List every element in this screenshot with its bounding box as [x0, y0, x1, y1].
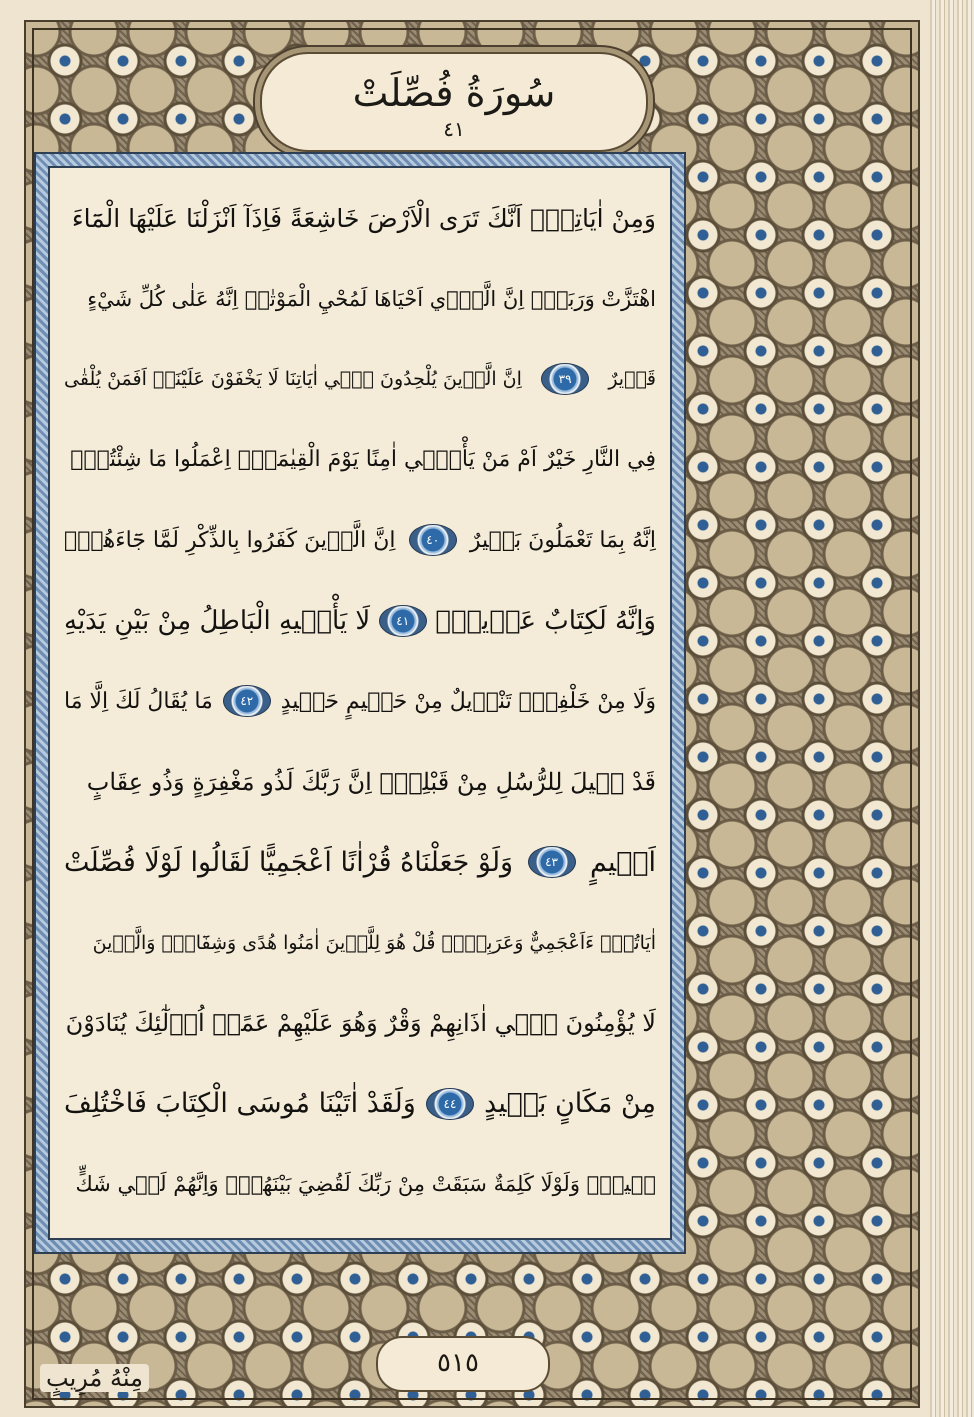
verse-text: اهْتَزَّتْ وَرَبَتْۜ اِنَّ الَّذ۪ٓي اَحْيَاهَا لَمُحْيِ الْمَوْتٰىۜ اِنَّهُ عَلٰى كُلِّ شَيْءٍ — [87, 286, 656, 311]
verse-text: مَا يُقَالُ لَكَ اِلَّا مَا — [64, 688, 213, 714]
text-panel-border — [34, 152, 686, 1254]
verse-text: قَد۪يرٌ — [608, 368, 656, 391]
verse-line — [64, 661, 656, 742]
verse-text: وَمِنْ اٰيَاتِهٖٓ اَنَّكَ تَرَى الْاَرْضَ خَاشِعَةً فَاِذَآ اَنْزَلْنَا عَلَيْهَا الْمَٓاءَ — [71, 203, 656, 233]
verse-text: قَدْ ق۪يلَ لِلرُّسُلِ مِنْ قَبْلِكَۜ اِنَّ رَبَّكَ لَذُو مَغْفِرَةٍ وَذُو عِقَابٍ — [86, 767, 656, 796]
verse-text: لَا يَأْت۪يهِ الْبَاطِلُ مِنْ بَيْنِ يَدَيْهِ — [64, 605, 371, 636]
verse-text: وَلَوْ جَعَلْنَاهُ قُرْاٰنًا اَعْجَمِيًّا لَقَالُوا لَوْلَا فُصِّلَتْ — [64, 846, 514, 878]
ayah-marker: ٤٠ — [409, 524, 457, 556]
verse-text: لَا يُؤْمِنُونَ ف۪ٓي اٰذَانِهِمْ وَقْرٌ وَهُوَ عَلَيْهِمْ عَمًىۜ اُو۬لٰٓئِكَ يُنَادَوْنَ — [65, 1009, 656, 1038]
verse-text: اِنَّ الَّذ۪ينَ كَفَرُوا بِالذِّكْرِ لَمَّا جَٓاءَهُمْۚ — [64, 527, 396, 553]
verse-text: اِنَّ الَّذ۪ينَ يُلْحِدُونَ ف۪ٓي اٰيَاتِنَا لَا يَخْفَوْنَ عَلَيْنَاۜ اَفَمَنْ يُلْقٰى — [64, 368, 522, 391]
ayah-marker: ٣٩ — [541, 363, 589, 395]
ayah-marker: ٤٣ — [528, 846, 576, 878]
verse-line — [64, 822, 656, 903]
verse-line — [64, 259, 656, 340]
verse-line — [64, 581, 656, 662]
verse-line — [64, 1144, 656, 1225]
verse-text: اِنَّهُ بِمَا تَعْمَلُونَ بَص۪يرٌ — [469, 527, 656, 553]
verse-text: وَلَا مِنْ خَلْفِه۪ۜ تَنْز۪يلٌ مِنْ حَك۪يمٍ حَم۪يدٍ — [280, 688, 656, 714]
page-edges — [930, 0, 974, 1417]
catchword: مِنْهُ مُرِيبٍ — [40, 1364, 149, 1392]
ayah-marker: ٤٢ — [223, 685, 271, 717]
verse-text: وَلَقَدْ اٰتَيْنَا مُوسَى الْكِتَابَ فَاخْتُلِفَ — [64, 1088, 416, 1120]
verse-text: ف۪يهِۜ وَلَوْلَا كَلِمَةٌ سَبَقَتْ مِنْ رَبِّكَ لَقُضِيَ بَيْنَهُمْۜ وَاِنَّهُمْ لَف۪ي شَكٍّ — [75, 1172, 656, 1197]
header-cartouche — [260, 52, 648, 152]
verse-text: مِنْ مَكَانٍ بَع۪يدٍ — [484, 1088, 656, 1120]
text-panel — [48, 166, 672, 1240]
ayah-marker: ٤٤ — [426, 1088, 474, 1120]
verse-line — [64, 178, 656, 259]
verse-line — [64, 903, 656, 984]
ayah-marker: ٤١ — [379, 605, 427, 637]
verse-line — [64, 983, 656, 1064]
verse-line — [64, 1064, 656, 1145]
verse-text: وَاِنَّهُ لَكِتَابٌ عَز۪يزٌۙ — [435, 605, 656, 636]
verse-text: اٰيَاتُهُۜ ءَاَعْجَمِيٌّ وَعَرَبِيٌّۜ قُلْ هُوَ لِلَّذ۪ينَ اٰمَنُوا هُدًى وَشِفَٓاءٌۜ وَالَّذ۪ينَ — [92, 931, 656, 954]
surah-title: سُورَةُ فُصِّلَتْ — [352, 71, 556, 115]
verse-line — [64, 339, 656, 420]
verse-text: اَل۪يمٍ — [589, 846, 656, 878]
verse-text: فِي النَّارِ خَيْرٌ اَمْ مَنْ يَأْت۪ٓي اٰمِنًا يَوْمَ الْقِيٰمَةِۜ اِعْمَلُوا مَا شِئْتُمْۙ — [70, 447, 656, 473]
page-number: ٥١٥ — [437, 1348, 479, 1378]
surah-number: ٤١ — [443, 117, 465, 141]
verse-line — [64, 742, 656, 823]
verse-line — [64, 420, 656, 501]
verse-line — [64, 500, 656, 581]
